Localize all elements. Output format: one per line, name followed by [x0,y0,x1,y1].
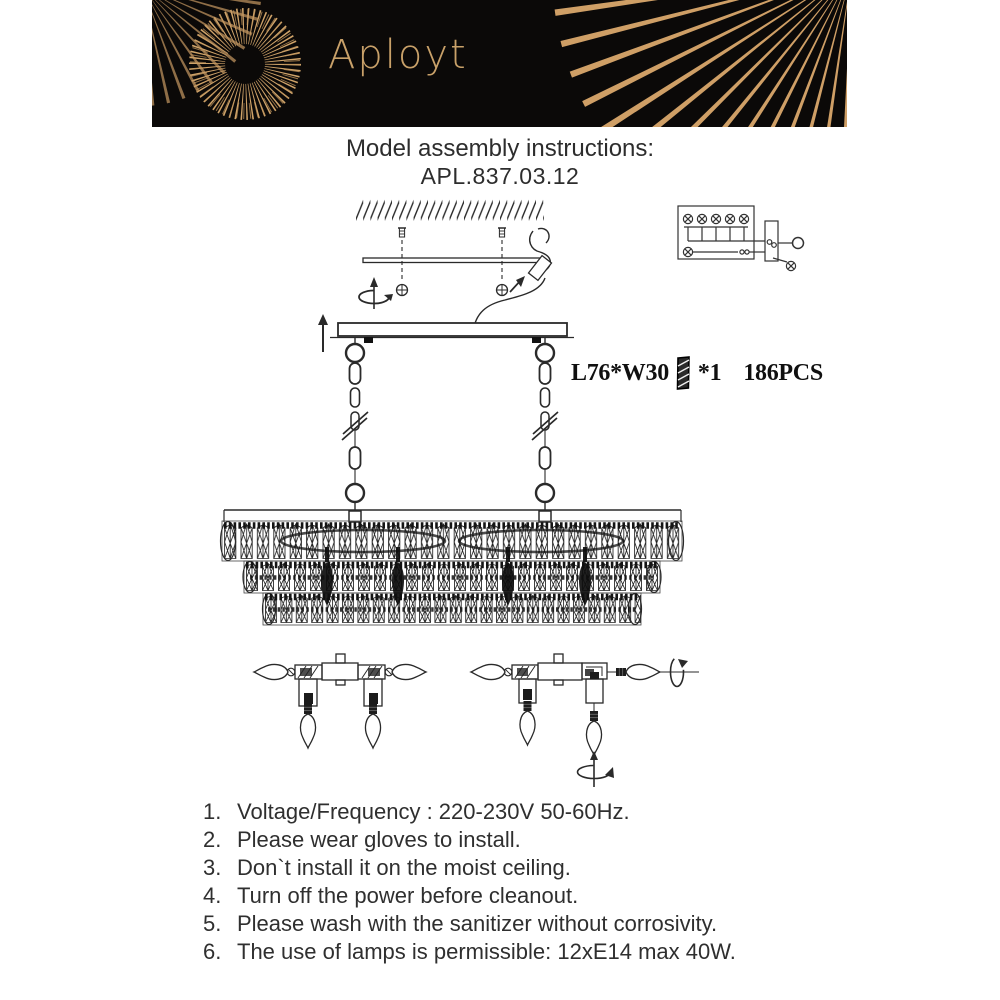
instruction-text: Don`t install it on the moist ceiling. [237,855,571,880]
banner-decorations [152,0,847,127]
instruction-number: 1. [203,799,222,824]
brand-banner [152,0,847,127]
instruction-text: Turn off the power before cleanout. [237,883,579,908]
decorative-rays-right [702,0,847,120]
ceiling-hatch [356,199,544,222]
model-number: APL.837.03.12 [420,163,580,189]
instruction-number: 4. [203,883,222,908]
instruction-item [203,798,736,826]
instructions-list [203,798,736,966]
instruction-item [203,826,736,854]
ceiling-plate [330,323,574,343]
bulb-installation-diagram-left [254,654,426,748]
instruction-number: 6. [203,939,222,964]
chandelier-diagram [221,510,684,625]
bulb-installation-diagram-right [471,654,699,787]
hanging-chain-left [342,337,368,522]
power-wires [473,228,552,333]
page-title: Model assembly instructions: [345,135,655,162]
instruction-text: Please wash with the sanitizer without corrosivity. [237,911,718,936]
instruction-item [203,910,736,938]
instruction-text: Please wear gloves to install. [237,827,521,852]
instruction-item [203,854,736,882]
decorative-rays-left [152,0,202,46]
instruction-item [203,938,736,966]
up-arrow-icon [318,314,328,352]
wiring-diagram [678,206,804,271]
instruction-text: The use of lamps is permissible: 12xE14 max 40W. [237,939,736,964]
mounting-bar [363,258,540,263]
rotation-arrow-vertical-icon [578,751,615,787]
part-dimensions: L76*W30 [571,359,669,386]
rotation-arrow-icon [359,277,393,309]
brand-wordmark: Aployt [328,32,468,78]
instruction-number: 3. [203,855,222,880]
assembly-figure [150,185,850,800]
instruction-item [203,882,736,910]
ceiling-mount-diagram [318,199,574,352]
part-piece-count: 186PCS [743,359,823,386]
instruction-text: Voltage/Frequency : 220-230V 50-60Hz. [237,799,630,824]
instruction-number: 2. [203,827,222,852]
part-quantity: *1 [697,359,722,386]
hanging-chain-right [532,337,558,522]
instruction-number: 5. [203,911,222,936]
